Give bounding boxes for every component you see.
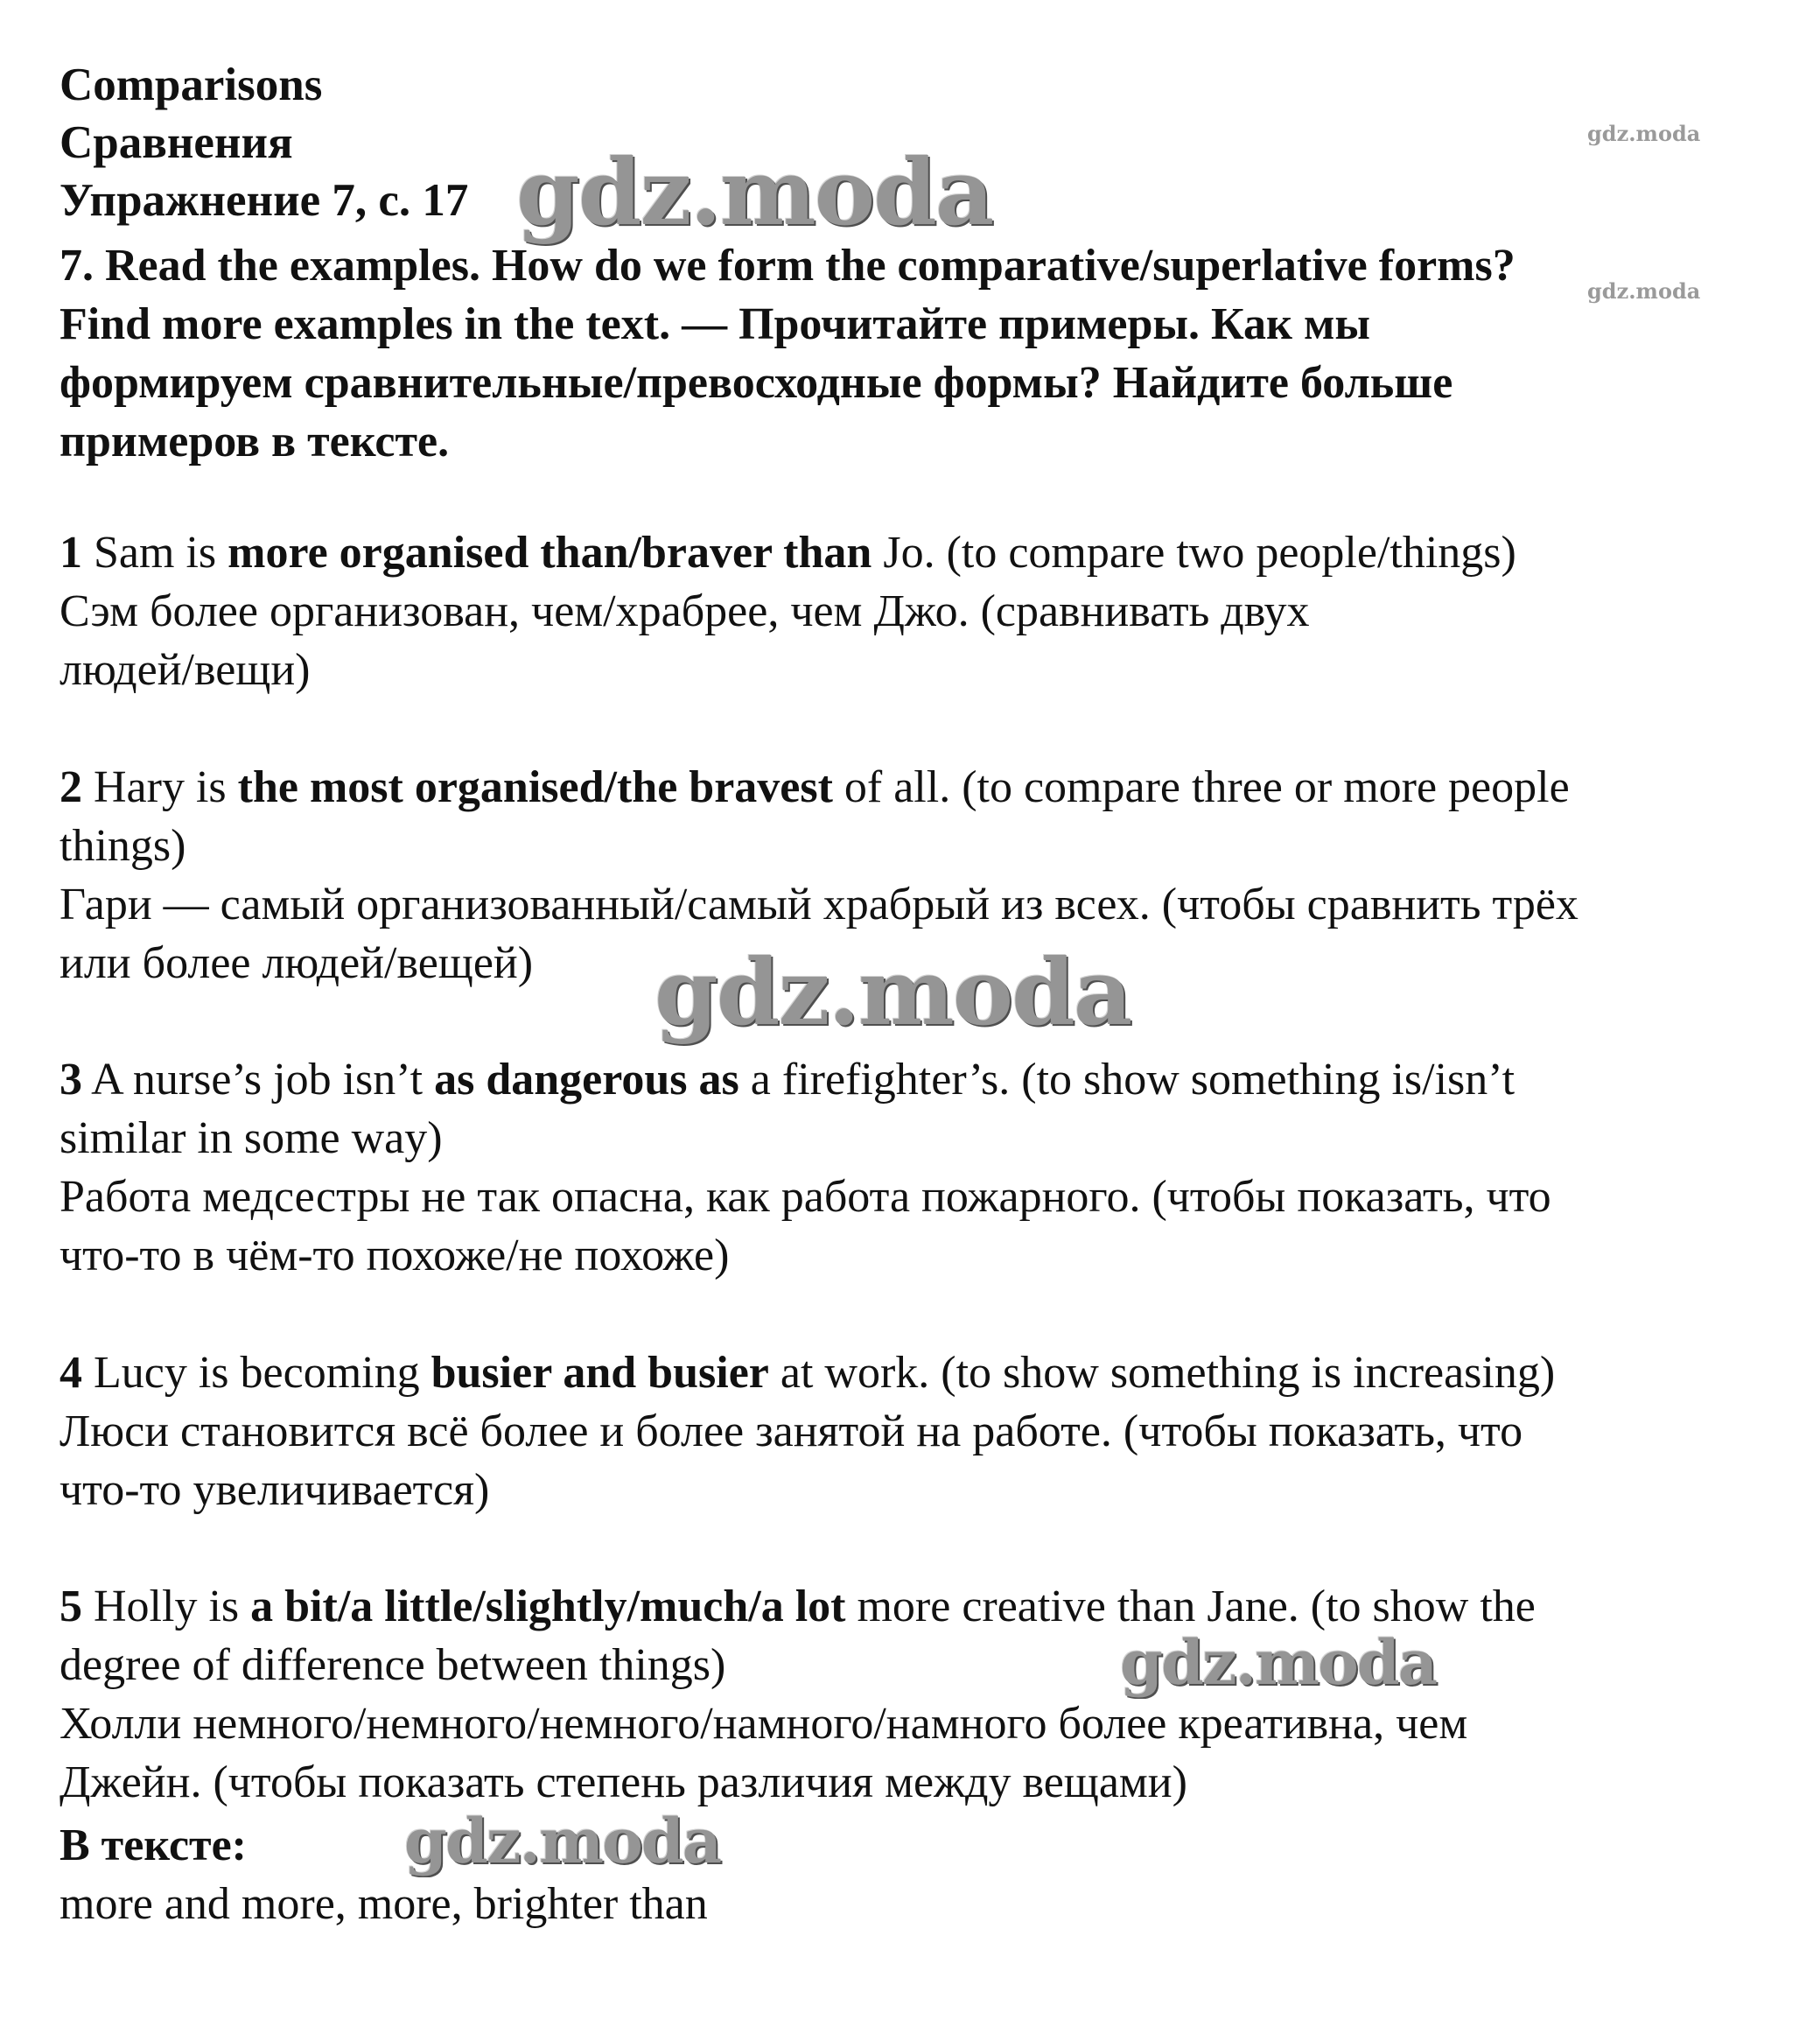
example-ru-line: или более людей/вещей) — [60, 938, 534, 988]
example-ru-line: Джейн. (чтобы показать степень различия между вещами) — [60, 1757, 1187, 1807]
example-text: Lucy is becoming — [82, 1348, 431, 1398]
example-highlight: busier and busier — [430, 1348, 769, 1398]
watermark-logo: gdz.moda — [404, 1805, 721, 1877]
example-text: Jo. (to compare two people/things) — [872, 528, 1516, 578]
example-en-line — [60, 1050, 1792, 1109]
example-ru-line: Люси становится всё более и более занятой на работе. (чтобы показать, что — [60, 1406, 1523, 1456]
title-en: Comparisons — [60, 60, 323, 110]
in-text-examples: more and more, more, brighter than — [60, 1879, 708, 1929]
example-text: Sam is — [82, 528, 228, 578]
example-ru-line: людей/вещи) — [60, 645, 311, 695]
example-1 — [60, 523, 1792, 699]
example-highlight: a bit/a little/slightly/much/a lot — [250, 1582, 846, 1631]
title-ru: Сравнения — [60, 117, 293, 168]
example-highlight: more organised than/braver than — [228, 528, 872, 578]
task-instruction — [60, 236, 1774, 471]
example-text: of all. (to compare three or more people — [832, 762, 1570, 812]
example-en-line — [60, 758, 1792, 817]
example-en-line: degree of difference between things) — [60, 1640, 726, 1690]
example-en-line — [60, 1343, 1792, 1402]
example-en-line: similar in some way) — [60, 1113, 443, 1163]
watermark-logo: gdz.moda — [654, 938, 1131, 1046]
example-5 — [60, 1577, 1792, 1812]
example-ru-line: Работа медсестры не так опасна, как работа пожарного. (чтобы показать, что — [60, 1172, 1551, 1222]
example-number: 5 — [60, 1582, 82, 1631]
example-text: at work. (to show something is increasing) — [768, 1348, 1556, 1398]
watermark-logo: gdz.moda — [1120, 1626, 1437, 1699]
exercise-label: Упражнение 7, с. 17 — [60, 175, 469, 226]
watermark-small: gdz.moda — [1587, 121, 1701, 146]
example-number: 1 — [60, 528, 82, 578]
example-text: A nurse’s job isn’t — [82, 1055, 435, 1105]
example-number: 4 — [60, 1348, 82, 1398]
in-text-label: В тексте: — [60, 1820, 247, 1870]
task-line: примеров в тексте. — [60, 417, 450, 466]
example-ru-line: Холли немного/немного/немного/намного/намного более креативна, чем — [60, 1699, 1468, 1749]
example-text: Holly is — [82, 1582, 251, 1631]
example-en-line — [60, 523, 1792, 582]
example-highlight: as dangerous as — [434, 1055, 739, 1105]
example-en-line — [60, 1577, 1792, 1636]
example-text: more creative than Jane. (to show the — [845, 1582, 1536, 1631]
example-number: 3 — [60, 1055, 82, 1105]
example-ru-line: что-то увеличивается) — [60, 1465, 490, 1515]
task-line: формируем сравнительные/превосходные формы? Найдите больше — [60, 358, 1453, 408]
example-number: 2 — [60, 762, 82, 812]
watermark-logo: gdz.moda — [516, 138, 993, 246]
example-3 — [60, 1050, 1792, 1285]
task-line: 7. Read the examples. How do we form the comparative/superlative forms? — [60, 241, 1516, 291]
example-ru-line: Сэм более организован, чем/храбрее, чем Джо. (сравнивать двух — [60, 586, 1310, 636]
task-line: Find more examples in the text. — Прочитайте примеры. Как мы — [60, 299, 1370, 349]
example-text: a firefighter’s. (to show something is/isn’t — [738, 1055, 1516, 1105]
example-ru-line: что-то в чём-то похоже/не похоже) — [60, 1231, 730, 1280]
example-4 — [60, 1343, 1792, 1519]
example-text: Hary is — [82, 762, 238, 812]
example-ru-line: Гари — самый организованный/самый храбрый из всех. (чтобы сравнить трёх — [60, 880, 1578, 929]
example-en-line: things) — [60, 821, 186, 871]
example-highlight: the most organised/the bravest — [237, 762, 833, 812]
watermark-small: gdz.moda — [1587, 278, 1701, 304]
